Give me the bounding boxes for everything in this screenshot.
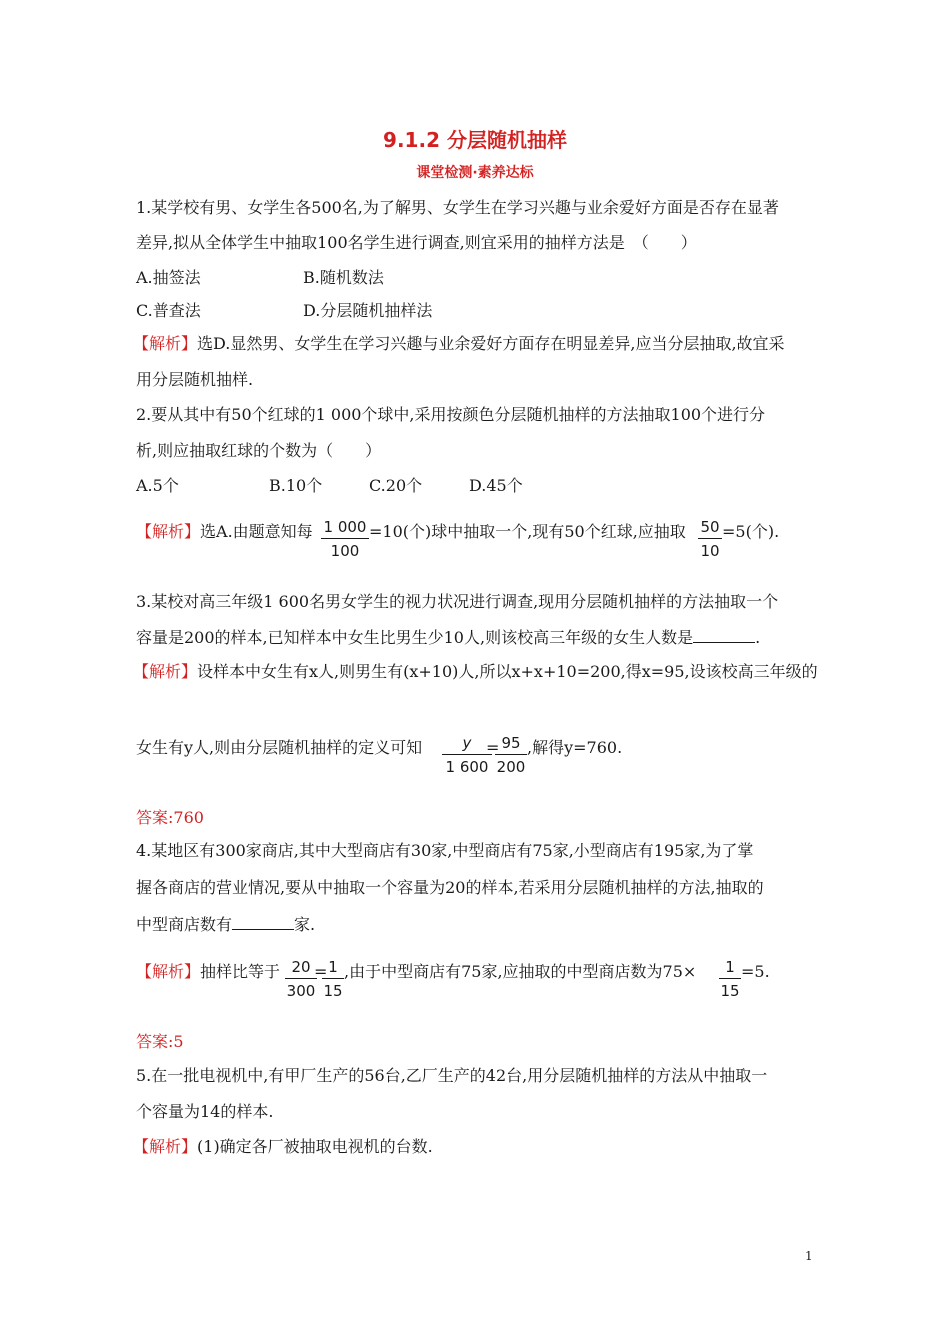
fraction-bar: [322, 978, 344, 979]
fraction-bar: [719, 978, 741, 979]
fraction-numerator: y: [462, 734, 472, 752]
q4-text-line3: [136, 915, 315, 935]
q2-fraction-2: [698, 518, 722, 560]
analysis-tag: 【解析】: [136, 962, 201, 981]
q1-analysis-line2: 用分层随机抽样.: [136, 370, 254, 389]
q4-line3-pre: 中型商店数有: [136, 915, 233, 934]
q1-option-c: C.普查法: [136, 301, 201, 320]
fraction-bar: [442, 754, 492, 755]
analysis-tag: 【解析】: [136, 522, 201, 541]
q4-equals-sign: =: [314, 962, 328, 981]
q3-analysis-line1: [133, 662, 818, 682]
q1-text-line2: 差异,拟从全体学生中抽取100名学生进行调查,则宜采用的抽样方法是 （ ）: [136, 233, 697, 252]
fraction-denominator: 100: [330, 542, 360, 560]
q4-analysis-pre: 抽样比等于: [200, 962, 281, 981]
q5-analysis-text: (1)确定各厂被抽取电视机的台数.: [197, 1137, 433, 1156]
fraction-numerator: 1: [725, 958, 735, 976]
q4-analysis-start: [136, 962, 280, 982]
fraction-denominator: 200: [496, 758, 526, 776]
analysis-tag: 【解析】: [133, 334, 198, 353]
q2-analysis-mid: =10(个)球中抽取一个,现有50个红球,应抽取: [369, 522, 686, 541]
page-subtitle: 课堂检测·素养达标: [416, 165, 534, 181]
q3-analysis-pre: 女生有y人,则由分层随机抽样的定义可知: [136, 738, 423, 757]
q4-answer-text: 答案:5: [136, 1032, 184, 1051]
page-title: 9.1.2 分层随机抽样: [383, 128, 567, 152]
fraction-numerator: 1 000: [323, 518, 367, 536]
q4-analysis-post: =5.: [741, 962, 770, 981]
q2-analysis-start: [136, 522, 313, 542]
q3-analysis-text: 设样本中女生有x人,则男生有(x+10)人,所以x+x+10=200,得x=95,设该校高三年级的: [197, 662, 818, 681]
q1-option-a: A.抽签法: [136, 268, 201, 287]
q2-text-line1: 2.要从其中有50个红球的1 000个球中,采用按颜色分层随机抽样的方法抽取100个进行分: [136, 405, 766, 424]
fraction-numerator: 20: [291, 958, 311, 976]
q1-analysis-line1: [133, 334, 785, 354]
q4-fraction-3: [719, 958, 741, 1000]
q3-answer-text: 答案:760: [136, 808, 204, 827]
fraction-bar: [698, 538, 722, 539]
q4-fraction-2: [322, 958, 344, 1000]
q3-text-line1: 3.某校对高三年级1 600名男女学生的视力状况进行调查,现用分层随机抽样的方法抽取一个: [136, 592, 779, 611]
q3-line2-post: .: [755, 628, 761, 647]
q2-option-d: D.45个: [469, 476, 523, 495]
q2-analysis-post: =5(个).: [722, 522, 780, 541]
q4-line3-post: 家.: [294, 915, 316, 934]
q3-text-line2: [136, 628, 760, 648]
q4-analysis-mid: ,由于中型商店有75家,应抽取的中型商店数为75×: [344, 962, 697, 981]
fraction-bar: [321, 538, 369, 539]
q2-option-b: B.10个: [269, 476, 323, 495]
q3-line2-pre: 容量是200的样本,已知样本中女生比男生少10人,则该校高三年级的女生人数是: [136, 628, 694, 647]
fraction-denominator: 15: [323, 982, 343, 1000]
q4-answer: [136, 1032, 184, 1052]
q1-option-d: D.分层随机抽样法: [303, 301, 433, 320]
fraction-denominator: 15: [720, 982, 740, 1000]
fraction-numerator: 50: [700, 518, 720, 536]
q5-analysis-line1: [133, 1137, 433, 1157]
q1-text-line1: 1.某学校有男、女学生各500名,为了解男、女学生在学习兴趣与业余爱好方面是否存在显著: [136, 198, 779, 217]
fraction-bar: [495, 754, 527, 755]
q4-text-line2: 握各商店的营业情况,要从中抽取一个容量为20的样本,若采用分层随机抽样的方法,抽取的: [136, 878, 764, 897]
q2-option-c: C.20个: [369, 476, 423, 495]
q2-analysis-pre: 选A.由题意知每: [200, 522, 313, 541]
q5-text-line1: 5.在一批电视机中,有甲厂生产的56台,乙厂生产的42台,用分层随机抽样的方法从中抽取一: [136, 1066, 768, 1085]
fraction-numerator: 1: [328, 958, 338, 976]
fraction-denominator: 300: [286, 982, 316, 1000]
analysis-tag: 【解析】: [133, 662, 198, 681]
q3-fraction-2: [495, 734, 527, 776]
q2-option-a: A.5个: [136, 476, 179, 495]
answer-blank: [693, 628, 755, 643]
q3-fraction-1: [442, 734, 492, 776]
fraction-numerator: 95: [501, 734, 521, 752]
analysis-tag: 【解析】: [133, 1137, 198, 1156]
q3-analysis-post: ,解得y=760.: [527, 738, 623, 757]
fraction-denominator: 10: [700, 542, 720, 560]
fraction-bar: [285, 978, 317, 979]
q4-text-line1: 4.某地区有300家商店,其中大型商店有30家,中型商店有75家,小型商店有195家,为了掌: [136, 841, 754, 860]
q5-text-line2: 个容量为14的样本.: [136, 1102, 274, 1121]
q3-answer: [136, 808, 204, 828]
q2-fraction-1: [321, 518, 369, 560]
q1-analysis-text: 选D.显然男、女学生在学习兴趣与业余爱好方面存在明显差异,应当分层抽取,故宜采: [197, 334, 785, 353]
answer-blank: [232, 915, 294, 930]
page-number: 1: [805, 1249, 813, 1263]
q2-text-line2: 析,则应抽取红球的个数为（ ）: [136, 441, 382, 460]
q3-equals-sign: =: [486, 738, 500, 757]
q1-option-b: B.随机数法: [303, 268, 384, 287]
fraction-denominator: 1 600: [445, 758, 489, 776]
q4-fraction-1: [285, 958, 317, 1000]
